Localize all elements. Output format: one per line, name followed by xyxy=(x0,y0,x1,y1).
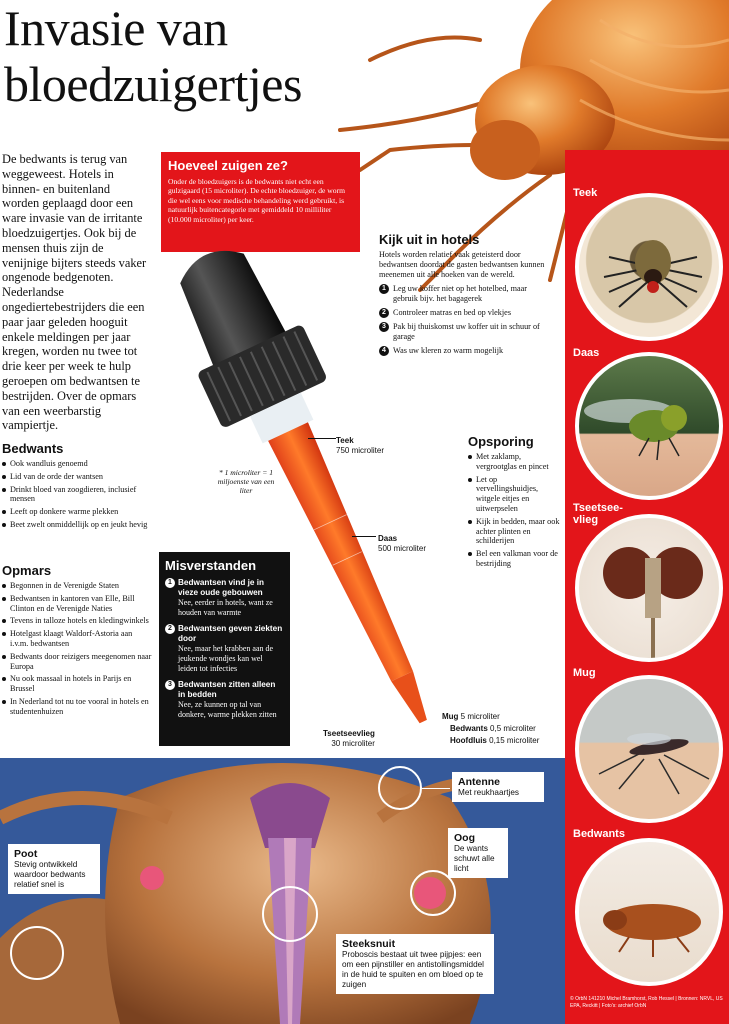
pipette-label-teek: Teek 750 microliter xyxy=(336,436,385,455)
kijk-title: Kijk uit in hotels xyxy=(379,232,480,247)
bedwants-item: Drinkt bloed van zoogdieren, inclusief mensen xyxy=(2,485,152,505)
oog-callout: Oog De wants schuwt alle licht xyxy=(448,828,508,878)
pipette-label-mug: Mug 5 microliter xyxy=(442,712,500,721)
kijk-item: 3 Pak bij thuiskomst uw koffer uit in schuur of garage xyxy=(379,322,554,342)
kijk-text: Hotels worden relatief vaak geteisterd door bedwantsen doordat de gasten bedwantsen kunnen meenemen uit alle hoeken van de wereld. xyxy=(379,250,545,279)
opsporing-item: Bel een valkman voor de bestrijding xyxy=(468,549,560,569)
misverstanden-item: 1 Bedwantsen vind je in vieze oude gebouwen Nee, eerder in hotels, want ze houden van warmte xyxy=(165,578,284,618)
pipette-label-hoofdluis: Hoofdluis 0,15 microliter xyxy=(450,736,540,745)
opmars-section xyxy=(2,563,152,720)
pipette-label-bedwants: Bedwants 0,5 microliter xyxy=(450,724,536,733)
antenne-callout: Antenne Met reukhaartjes xyxy=(452,772,544,802)
intro-text: De bedwants is terug van weggeweest. Hotels in binnen- en buitenland worden geplaagd door een ware invasie van de irritante bloedzuigertjes. Ook bij de mensen thuis zijn de venijnige bijters steeds vaker ongenode bedgenoten. Nederlandse ongediertebestrijders die een paar jaar geleden hooguit enkele meldingen per jaar kregen, worden nu twee tot drie keer per week te hulp geroepen om bedwantsen te bestrijden. Over de opmars van een weerbarstig vampiertje. xyxy=(2,152,147,433)
poot-marker xyxy=(10,926,64,980)
circle-label-bedwants: Bedwants xyxy=(573,828,625,840)
steeksnuit-callout: Steeksnuit Proboscis bestaat uit twee pijpjes: een om een pijnstiller en antistollingsmiddel in de huid te spuiten en om bloed op te zuigen xyxy=(336,934,494,994)
misverstanden-title: Misverstanden xyxy=(165,558,257,573)
misverstanden-box xyxy=(159,552,290,746)
microliter-note: * 1 microliter = 1 miljoenste van een liter xyxy=(217,468,275,495)
opmars-item: In Nederland tot nu toe vooral in hotels en studentenhuizen xyxy=(2,697,152,717)
pipette-line-daas xyxy=(352,536,376,537)
circle-label-mug: Mug xyxy=(573,667,596,679)
pipette-label-daas: Daas 500 microliter xyxy=(378,534,427,553)
opsporing-item: Kijk in bedden, maar ook achter plinten en schilderijen xyxy=(468,517,560,546)
opmars-item: Nu ook massaal in hotels in Parijs en Brussel xyxy=(2,674,152,694)
bedbug-closeup-photo xyxy=(0,758,565,1024)
pipette-line-teek xyxy=(308,438,336,439)
title-line-1: Invasie van xyxy=(4,0,228,56)
kijk-item: 2 Controleer matras en bed op vlekjes xyxy=(379,308,554,318)
misverstanden-item: 3 Bedwantsen zitten alleen in bedden Nee, ze kunnen op tal van donkere, warme plekken zitten xyxy=(165,680,284,720)
circle-label-daas: Daas xyxy=(573,347,600,359)
bedwants-item: Beet zwelt onmiddellijk op en jeukt hevig xyxy=(2,520,152,530)
antenne-marker xyxy=(378,766,422,810)
mosquito-photo xyxy=(575,675,723,823)
bedwants-item: Leeft op donkere warme plekken xyxy=(2,507,152,517)
tick-photo xyxy=(575,193,723,341)
opmars-item: Bedwants door reizigers meegenomen naar Europa xyxy=(2,652,152,672)
credit-text: © OrbN 141210 Michel Bramhorst, Rob Hessel | Bronnen: NRVL, US EPA, Reckitt | Foto's: archief OrbN xyxy=(570,996,723,1009)
kijk-item: 1 Leg uw koffer niet op het hotelbed, maar gebruik bijv. het bagagerek xyxy=(379,284,554,304)
opsporing-title: Opsporing xyxy=(468,434,534,449)
page-title xyxy=(4,0,302,112)
bedbug-photo xyxy=(575,838,723,986)
bedwants-item: Lid van de orde der wantsen xyxy=(2,472,152,482)
antenne-leader xyxy=(422,788,450,789)
tsetse-photo xyxy=(575,514,723,662)
title-line-2: bloedzuigertjes xyxy=(4,56,302,112)
circle-label-teek: Teek xyxy=(573,187,598,199)
hoeveel-text: Onder de bloedzuigers is de bedwants niet echt een gulzigaard (15 microliter). De echte bloedzuiger, de worm die wel eens voor medische behandeling werd gebruikt, is natuurlijk buitencategorie met gemiddeld 10 milliliter (10.000 microliter) per keer. xyxy=(168,177,346,224)
opmars-item: Begonnen in de Verenigde Staten xyxy=(2,581,152,591)
opmars-item: Hotelgast klaagt Waldorf-Astoria aan i.v.m. bedwantsen xyxy=(2,629,152,649)
opsporing-item: Let op vervellingshuidjes, witgele eitjes en uitwerpselen xyxy=(468,475,560,514)
bedwants-title: Bedwants xyxy=(2,441,64,456)
horsefly-photo xyxy=(575,352,723,500)
opsporing-item: Met zaklamp, vergrootglas en pincet xyxy=(468,452,560,472)
kijk-item: 4 Was uw kleren zo warm mogelijk xyxy=(379,346,554,356)
circle-label-tseetsee: Tseetsee- vlieg xyxy=(573,502,623,526)
bedwants-item: Ook wandluis genoemd xyxy=(2,459,152,469)
opmars-item: Bedwantsen in kantoren van Elle, Bill Clinton en de Verenigde Naties xyxy=(2,594,152,614)
hoeveel-box xyxy=(161,152,360,252)
hoeveel-title: Hoeveel zuigen ze? xyxy=(168,158,288,173)
opsporing-section xyxy=(468,434,560,572)
opmars-item: Tevens in talloze hotels en kledingwinkels xyxy=(2,616,152,626)
poot-callout: Poot Stevig ontwikkeld waardoor bedwants relatief snel is xyxy=(8,844,100,894)
bedwants-section xyxy=(2,441,152,533)
opmars-title: Opmars xyxy=(2,563,52,578)
pipette-label-tsetse: Tseetseevlieg 30 microliter xyxy=(323,729,375,748)
misverstanden-item: 2 Bedwantsen geven ziekten door Nee, maar het krabben aan de jeukende wondjes kan wel leiden tot infecties xyxy=(165,624,284,674)
steeksnuit-marker xyxy=(262,886,318,942)
